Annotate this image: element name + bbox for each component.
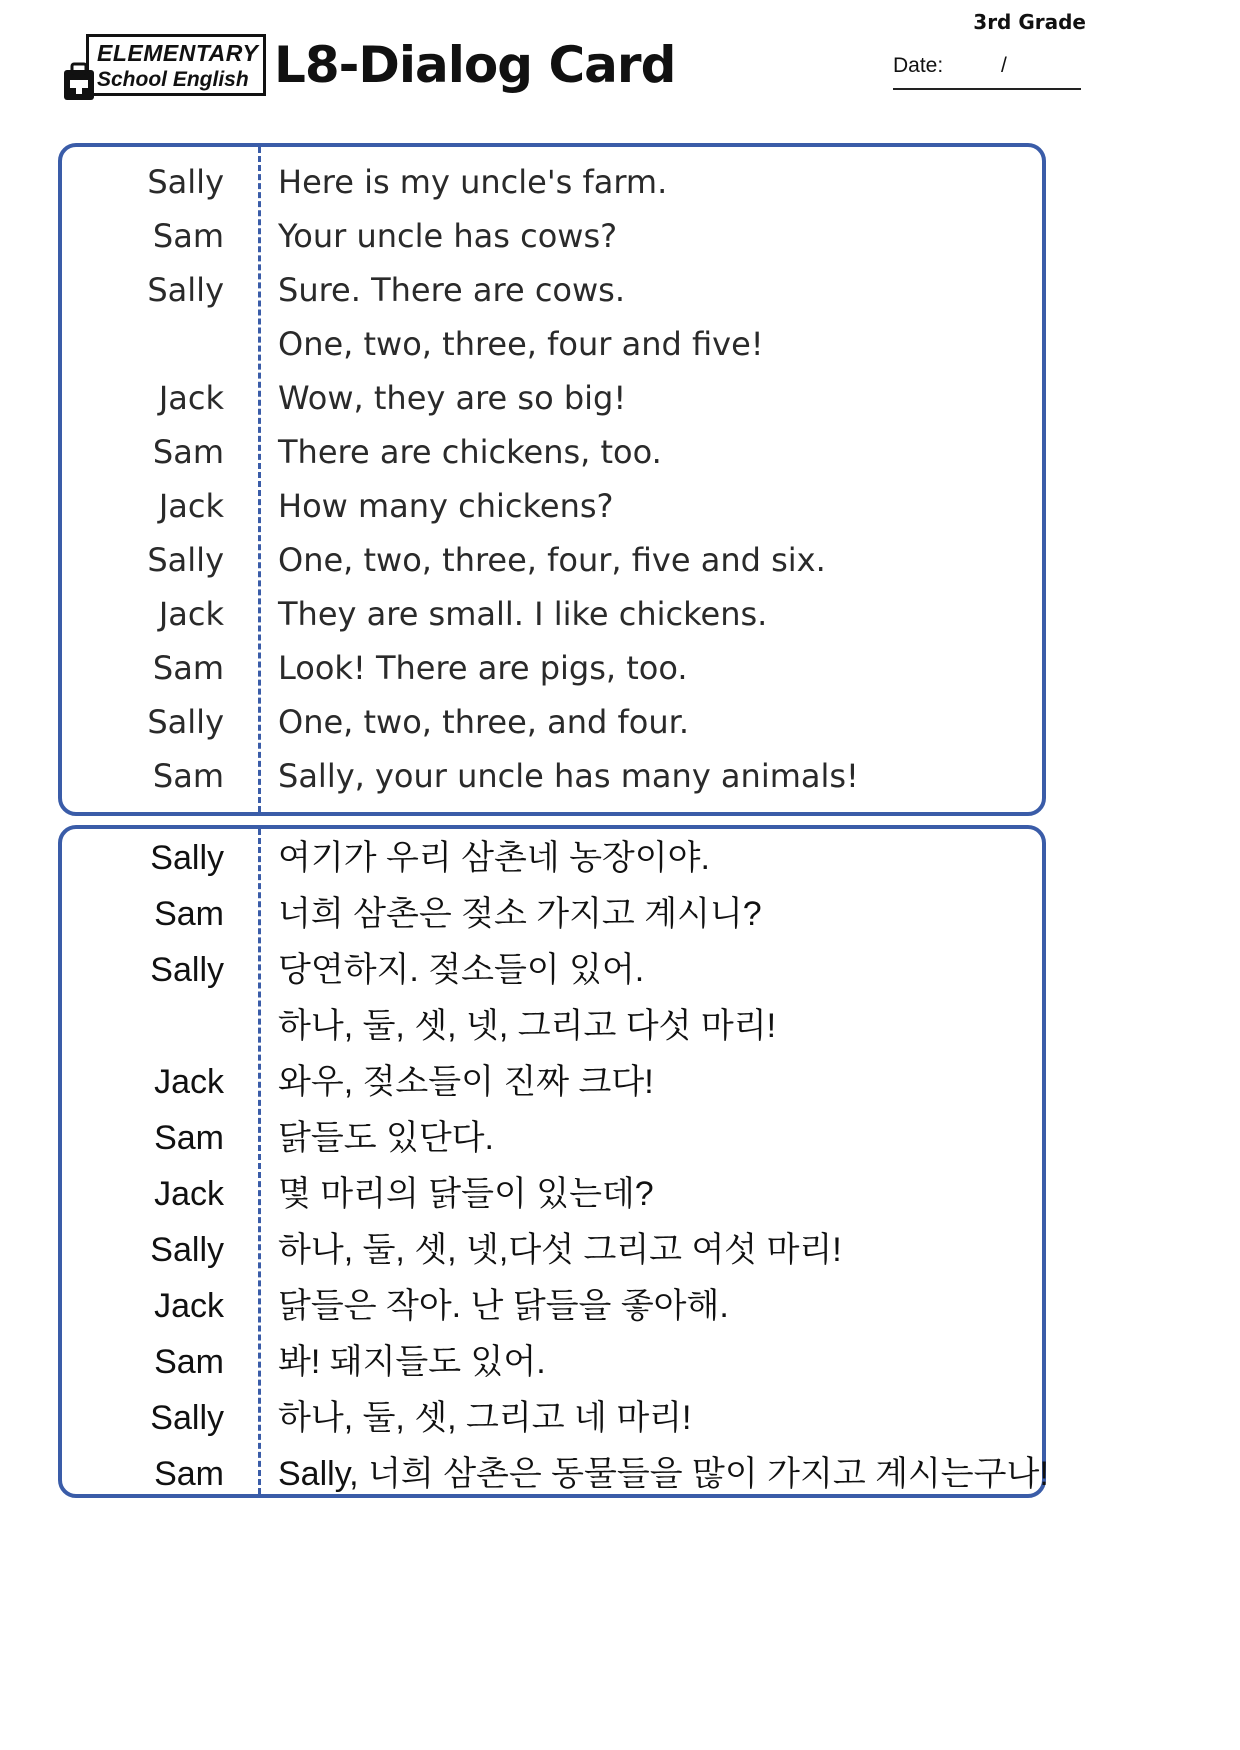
school-bag-icon <box>60 62 98 102</box>
dialog-text: They are small. I like chickens. <box>278 595 768 633</box>
dialog-line <box>62 1334 1042 1390</box>
dialog-text: One, two, three, four, five and six. <box>278 541 826 579</box>
speaker-name: Sally <box>150 1399 224 1437</box>
dialog-line <box>62 1222 1042 1278</box>
page-header <box>0 0 1100 130</box>
speaker-name: Sam <box>152 217 224 255</box>
dialog-text: 당연하지. 젖소들이 있어. <box>278 951 645 989</box>
date-field <box>893 52 1081 90</box>
speaker-name: Jack <box>158 595 224 633</box>
dialog-line <box>62 263 1042 317</box>
speaker-name: Sally <box>150 839 224 877</box>
speaker-name: Sally <box>147 541 224 579</box>
dialog-text: 하나, 둘, 셋, 넷,다섯 그리고 여섯 마리! <box>278 1231 842 1269</box>
dialog-text: 하나, 둘, 셋, 넷, 그리고 다섯 마리! <box>278 1007 777 1045</box>
logo-box <box>86 34 266 96</box>
grade-label: 3rd Grade <box>973 10 1086 34</box>
dialog-line <box>62 1166 1042 1222</box>
dialog-text: Wow, they are so big! <box>278 379 627 417</box>
dialog-text: One, two, three, four and five! <box>278 325 764 363</box>
dialog-text: 하나, 둘, 셋, 그리고 네 마리! <box>278 1399 692 1437</box>
speaker-name: Sally <box>147 163 224 201</box>
dialog-text: 닭들은 작아. 난 닭들을 좋아해. <box>278 1287 729 1325</box>
dialog-text: 여기가 우리 삼촌네 농장이야. <box>278 839 710 877</box>
speaker-name: Sam <box>154 1119 224 1157</box>
page-title: L8-Dialog Card <box>274 36 676 94</box>
speaker-name: Sally <box>150 951 224 989</box>
dialog-line <box>62 1446 1049 1502</box>
logo-text-line2: School English <box>97 68 249 91</box>
dialog-text: One, two, three, and four. <box>278 703 690 741</box>
dialog-line <box>62 886 1042 942</box>
dialog-text: Sure. There are cows. <box>278 271 626 309</box>
logo-text-line1: ELEMENTARY <box>97 40 259 66</box>
dialog-line <box>62 479 1042 533</box>
speaker-name: Jack <box>154 1063 224 1101</box>
dialog-line <box>62 1054 1042 1110</box>
date-separator: / <box>1001 54 1007 77</box>
dialog-text: How many chickens? <box>278 487 614 525</box>
dialog-line <box>62 641 1042 695</box>
dialog-line <box>62 695 1042 749</box>
dialog-line <box>62 998 1042 1054</box>
dialog-line <box>62 830 1042 886</box>
korean-dialog-card <box>58 825 1049 1498</box>
dialog-line <box>62 209 1042 263</box>
date-label: Date: <box>893 54 944 77</box>
speaker-name: Jack <box>154 1175 224 1213</box>
dialog-text: 몇 마리의 닭들이 있는데? <box>278 1175 654 1213</box>
dialog-text: 와우, 젖소들이 진짜 크다! <box>278 1063 654 1101</box>
dialog-text: Here is my uncle's farm. <box>278 163 668 201</box>
speaker-name: Jack <box>158 487 224 525</box>
speaker-name: Sam <box>152 757 224 795</box>
speaker-name: Jack <box>154 1287 224 1325</box>
dialog-line <box>62 942 1042 998</box>
dialog-line <box>62 1110 1042 1166</box>
dialog-text: 닭들도 있단다. <box>278 1119 494 1157</box>
dialog-text: Sally, 너희 삼촌은 동물들을 많이 가지고 계시는구나! <box>278 1455 1049 1493</box>
dialog-text: There are chickens, too. <box>278 433 662 471</box>
dialog-line <box>62 371 1042 425</box>
dialog-line <box>62 587 1042 641</box>
english-dialog-card <box>58 143 1046 816</box>
dialog-line <box>62 1390 1042 1446</box>
speaker-name: Sally <box>150 1231 224 1269</box>
speaker-name: Sam <box>154 1455 224 1493</box>
dialog-line <box>62 317 1042 371</box>
dialog-line <box>62 749 1042 803</box>
dialog-line <box>62 155 1042 209</box>
dialog-text: 봐! 돼지들도 있어. <box>278 1343 546 1381</box>
dialog-text: Your uncle has cows? <box>278 217 618 255</box>
dialog-text: Look! There are pigs, too. <box>278 649 688 687</box>
speaker-name: Jack <box>158 379 224 417</box>
speaker-name: Sam <box>152 649 224 687</box>
dialog-line <box>62 1278 1042 1334</box>
speaker-name: Sally <box>147 703 224 741</box>
dialog-line <box>62 533 1042 587</box>
dialog-line <box>62 425 1042 479</box>
speaker-name: Sam <box>152 433 224 471</box>
speaker-name: Sally <box>147 271 224 309</box>
speaker-name: Sam <box>154 895 224 933</box>
logo <box>60 32 270 102</box>
dialog-text: 너희 삼촌은 젖소 가지고 계시니? <box>278 895 762 933</box>
dialog-text: Sally, your uncle has many animals! <box>278 757 859 795</box>
speaker-name: Sam <box>154 1343 224 1381</box>
